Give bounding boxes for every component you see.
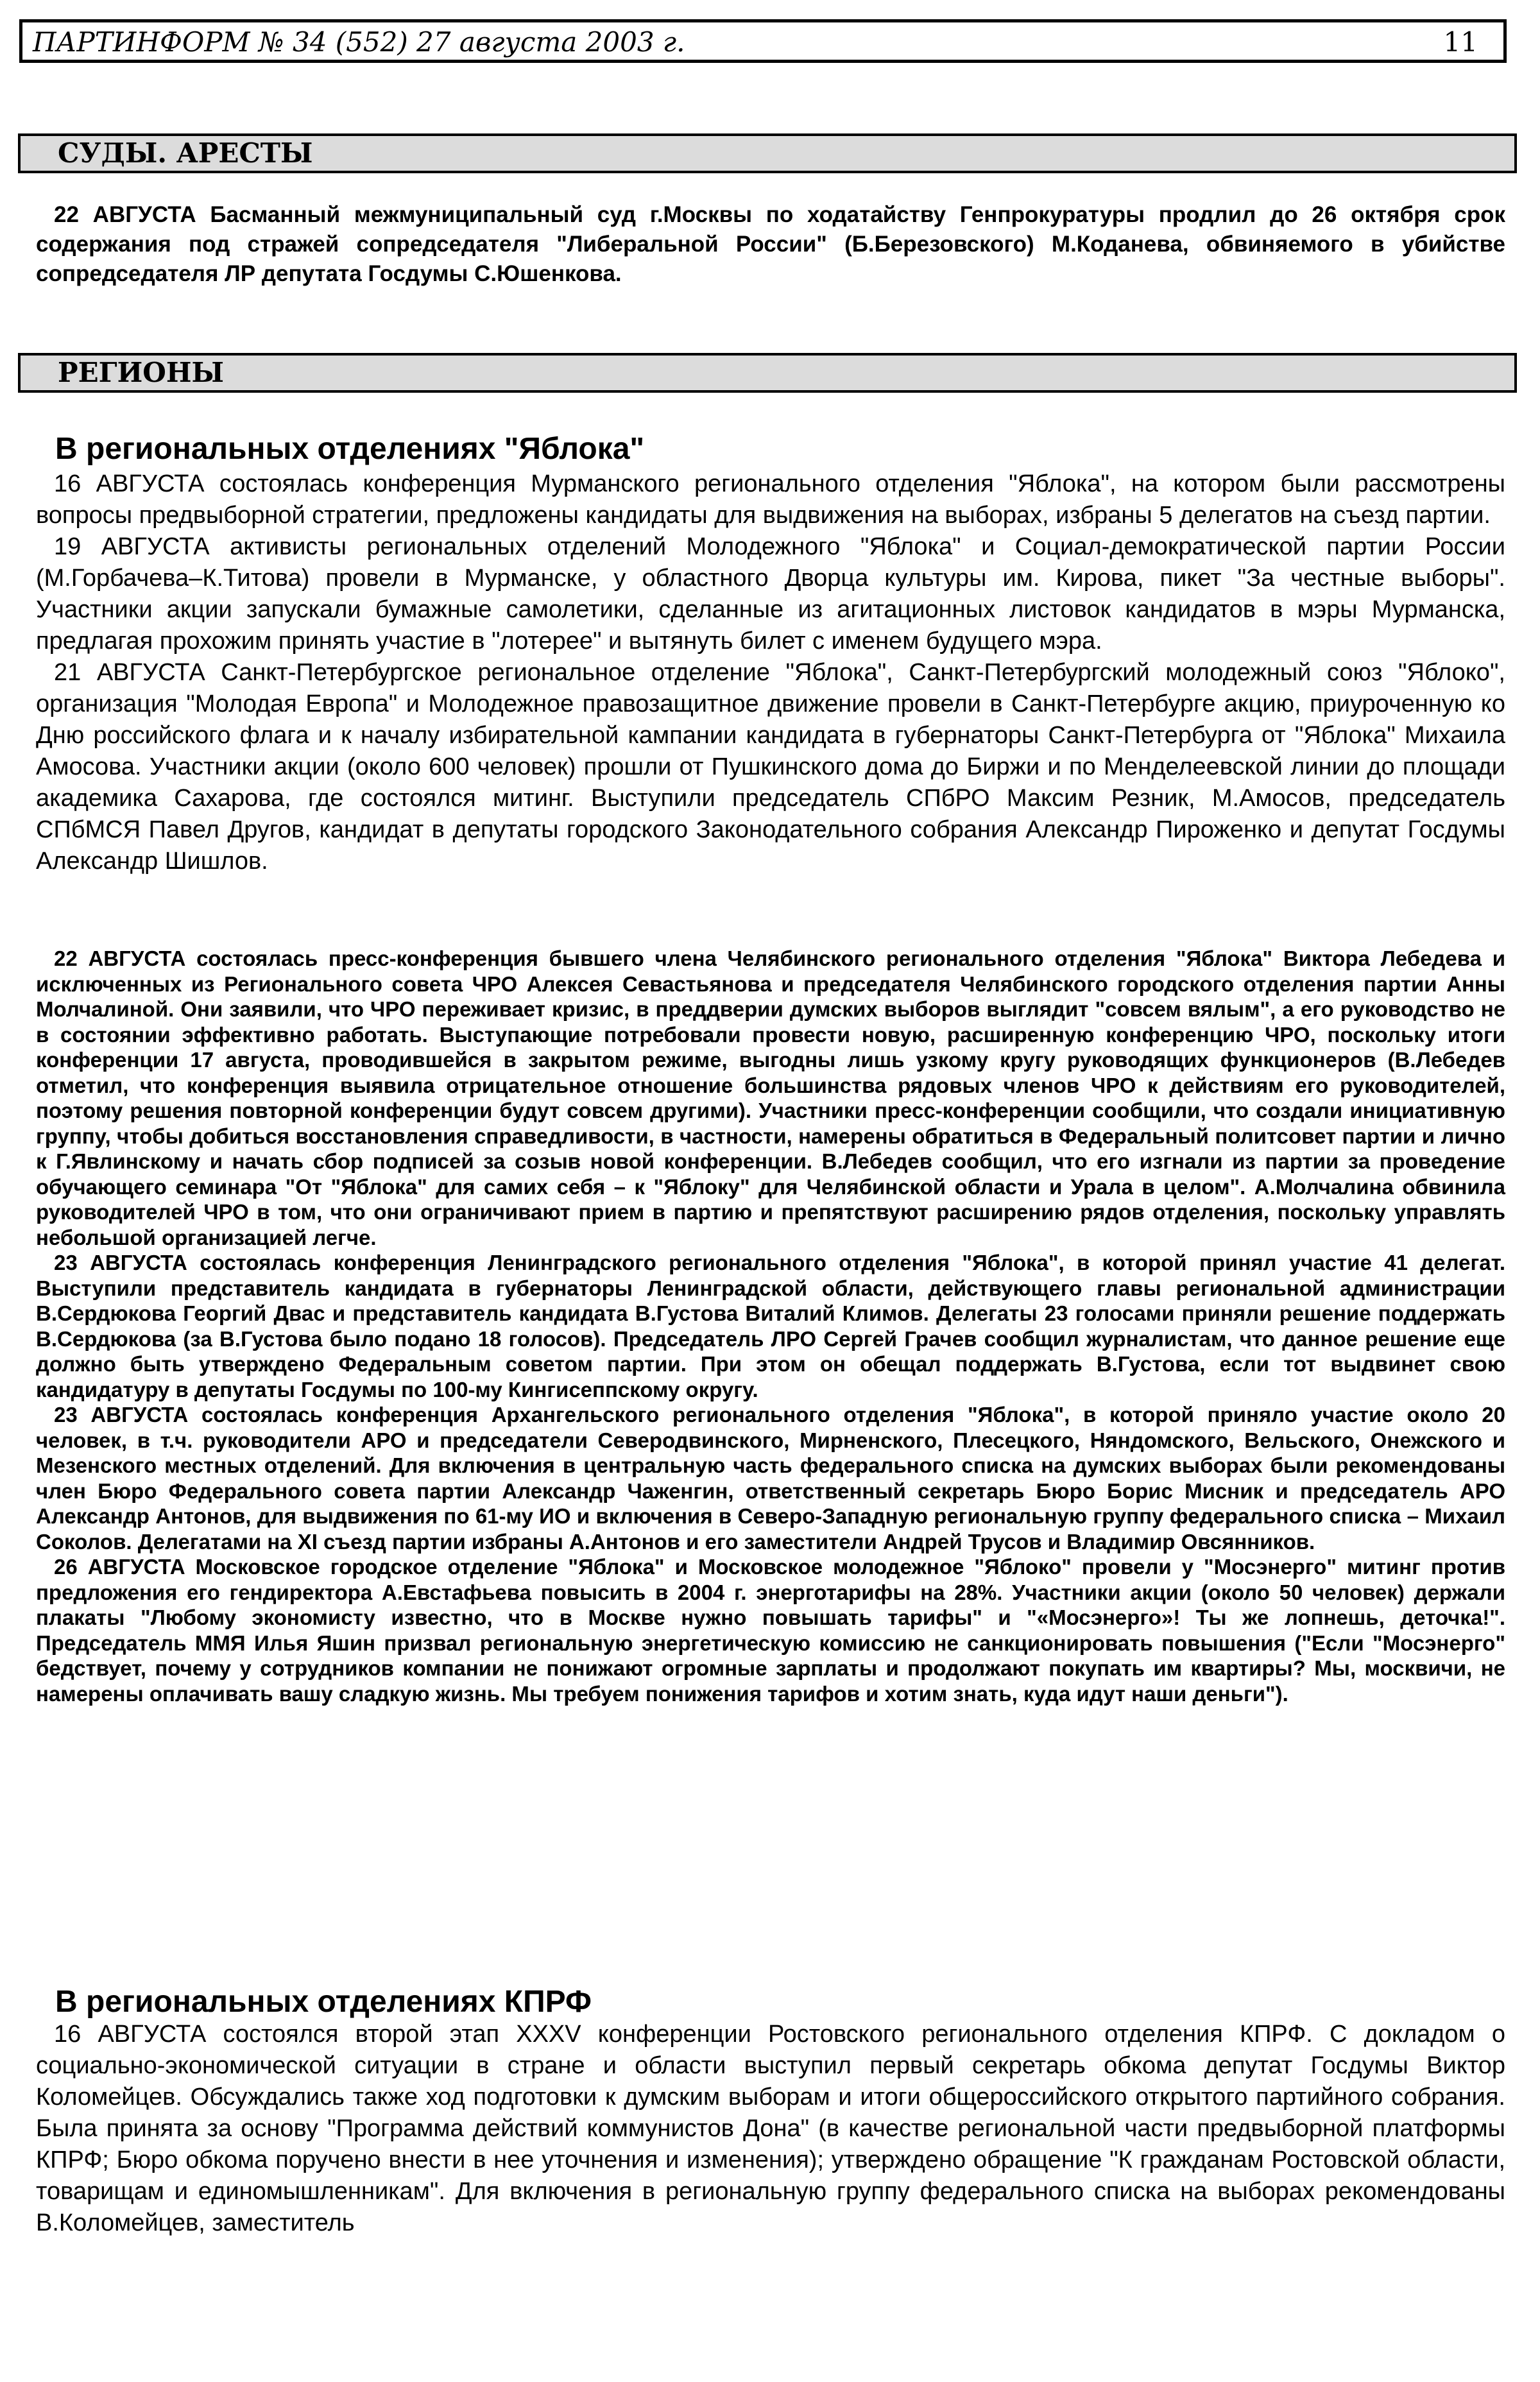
header-title: ПАРТИНФОРМ № 34 (552) 27 августа 2003 г. [33, 26, 685, 58]
paragraph: 16 АВГУСТА состоялась конференция Мурманского регионального отделения "Яблока", на котором были рассмотрены вопросы предвыборной стратегии, предложены кандидаты для выдвижения на выборах, избраны 5 делегатов на съезд партии. [36, 470, 1505, 529]
paragraph: 23 АВГУСТА состоялась конференция Архангельского регионального отделения "Яблока", в которой приняло участие около 20 человек, в т.ч. руководители АРО и председатели Северодвинского, Мирненского, Плесецкого, Няндомского, Вельского, Онежского и Мезенского местных отделений. Для включения в центральную часть федерального списка на думских выборах были рекомендованы член Бюро Федерального совета партии Александр Чаженгин, ответственный секретарь Бюро Борис Мисник и председатель АРО Александр Антонов, для выдвижения по 61-му ИО и включения в Северо-Западную региональную группу федерального списка – Михаил Соколов. Делегатами на XI съезд партии избраны А.Антонов и его заместители Андрей Трусов и Владимир Овсянников. [36, 1403, 1505, 1554]
courts-paragraph: 22 АВГУСТА Басманный межмуниципальный суд г.Москвы по ходатайству Генпрокуратуры продлил до 26 октября срок содержания под стражей сопредседателя "Либеральной России" (Б.Березовского) М.Коданева, обвиняемого в убийстве сопредседателя ЛР депутата Госдумы С.Юшенкова. [36, 202, 1505, 286]
paragraph: 22 АВГУСТА состоялась пресс-конференция бывшего члена Челябинского регионального отделения "Яблока" Виктора Лебедева и исключенных из Регионального совета ЧРО Алексея Севастьянова и председателя Челябинского городского отделения партии Анны Молчалиной. Они заявили, что ЧРО переживает кризис, в преддверии думских выборов выглядит "совсем вялым", а его руководство не в состоянии эффективно работать. Выступающие потребовали провести новую, расширенную конференцию ЧРО, поскольку итоги конференции 17 августа, проводившейся в закрытом режиме, выгодны лишь узкому кругу руководящих функционеров (В.Лебедев отметил, что конференция выявила отрицательное отношение большинства рядовых членов ЧРО к действиям его руководителей, поэтому решения повторной конференции будут совсем другими). Участники пресс-конференции сообщили, что создали инициативную группу, чтобы добиться восстановления справедливости, в частности, намерены обратиться в Федеральный политсовет партии и лично к Г.Явлинскому и начать сбор подписей за созыв новой конференции. В.Лебедев сообщил, что его изгнали из партии за проведение обучающего семинара "От "Яблока" для самих себя – к "Яблоку" для Челябинской области и Урала в целом". А.Молчалина обвинила руководителей ЧРО в том, что они ограничивают прием в партию и препятствуют расширению рядов отделения, поскольку управлять небольшой организацией легче. [36, 947, 1505, 1249]
yabloko-plain-block [36, 468, 1505, 877]
yabloko-bold-block [36, 946, 1505, 1706]
courts-article [36, 200, 1505, 289]
section-regions-title: РЕГИОНЫ [18, 353, 1517, 393]
header-page-number: 11 [1443, 26, 1478, 58]
section-courts-title: СУДЫ. АРЕСТЫ [18, 133, 1517, 173]
paragraph: 16 АВГУСТА состоялся второй этап XXXV конференции Ростовского регионального отделения КПРФ. С докладом о социально-экономической ситуации в стране и области выступил первый секретарь обкома депутат Госдумы Виктор Коломейцев. Обсуждались также ход подготовки к думским выборам и итоги общероссийского открытого партийного собрания. Была принята за основу "Программа действий коммунистов Дона" (в качестве региональной части предвыборной платформы КПРФ; Бюро обкома поручено внести в нее уточнения и изменения); утверждено обращение "К гражданам Ростовской области, товарищам и единомышленникам". Для включения в региональную группу федерального списка на выборах рекомендованы В.Коломейцев, заместитель [36, 2021, 1505, 2236]
yabloko-heading: В региональных отделениях "Яблока" [55, 432, 645, 466]
paragraph: 26 АВГУСТА Московское городское отделение "Яблока" и Московское молодежное "Яблоко" провели у "Мосэнерго" митинг против предложения его гендиректора А.Евстафьева повысить в 2004 г. энерготарифы на 28%. Участники акции (около 50 человек) держали плакаты "Любому экономисту известно, что в Москве нужно повышать тарифы" и "«Мосэнерго»! Ты же лопнешь, деточка!". Председатель ММЯ Илья Яшин призвал региональную энергетическую комиссию не санкционировать повышения ("Если "Мосэнерго" бедствует, почему у сотрудников компании не понижают огромные зарплаты и продолжают покупать им квартиры? Мы, москвичи, не намерены оплачивать вашу сладкую жизнь. Мы требуем понижения тарифов и хотим знать, куда идут наши деньги"). [36, 1555, 1505, 1706]
paragraph: 23 АВГУСТА состоялась конференция Ленинградского регионального отделения "Яблока", в которой принял участие 41 делегат. Выступили представитель кандидата в губернаторы Ленинградской области, действующего главы региональной администрации В.Сердюкова Георгий Двас и представитель кандидата В.Густова Виталий Климов. Делегаты 23 голосами приняли решение поддержать В.Сердюкова (за В.Густова было подано 18 голосов). Председатель ЛРО Сергей Грачев сообщил журналистам, что данное решение еще должно быть утверждено Федеральным советом партии. При этом он обещал поддержать В.Густова, если тот выдвинет свою кандидатуру в депутаты Госдумы по 100-му Кингисеппскому округу. [36, 1251, 1505, 1401]
paragraph: 21 АВГУСТА Санкт-Петербургское региональное отделение "Яблока", Санкт-Петербургский молодежный союз "Яблоко", организация "Молодая Европа" и Молодежное правозащитное движение провели в Санкт-Петербурге акцию, приуроченную ко Дню российского флага и к началу избирательной кампании кандидата в губернаторы Санкт-Петербурга от "Яблока" Михаила Амосова. Участники акции (около 600 человек) прошли от Пушкинского дома до Биржи и по Менделеевской линии до площади академика Сахарова, где состоялся митинг. Выступили председатель СПбРО Максим Резник, М.Амосов, председатель СПбМСЯ Павел Другов, кандидат в депутаты городского Законодательного собрания Александр Пироженко и депутат Госдумы Александр Шишлов. [36, 659, 1505, 875]
page-header [19, 19, 1507, 63]
kprf-heading: В региональных отделениях КПРФ [55, 1985, 592, 2019]
kprf-block [36, 2019, 1505, 2239]
paragraph: 19 АВГУСТА активисты региональных отделений Молодежного "Яблока" и Социал-демократической партии России (М.Горбачева–К.Титова) провели в Мурманске, у областного Дворца культуры им. Кирова, пикет "За честные выборы". Участники акции запускали бумажные самолетики, сделанные из агитационных листовок кандидатов в мэры Мурманска, предлагая прохожим принять участие в "лотерее" и вытянуть билет с именем будущего мэра. [36, 533, 1505, 655]
